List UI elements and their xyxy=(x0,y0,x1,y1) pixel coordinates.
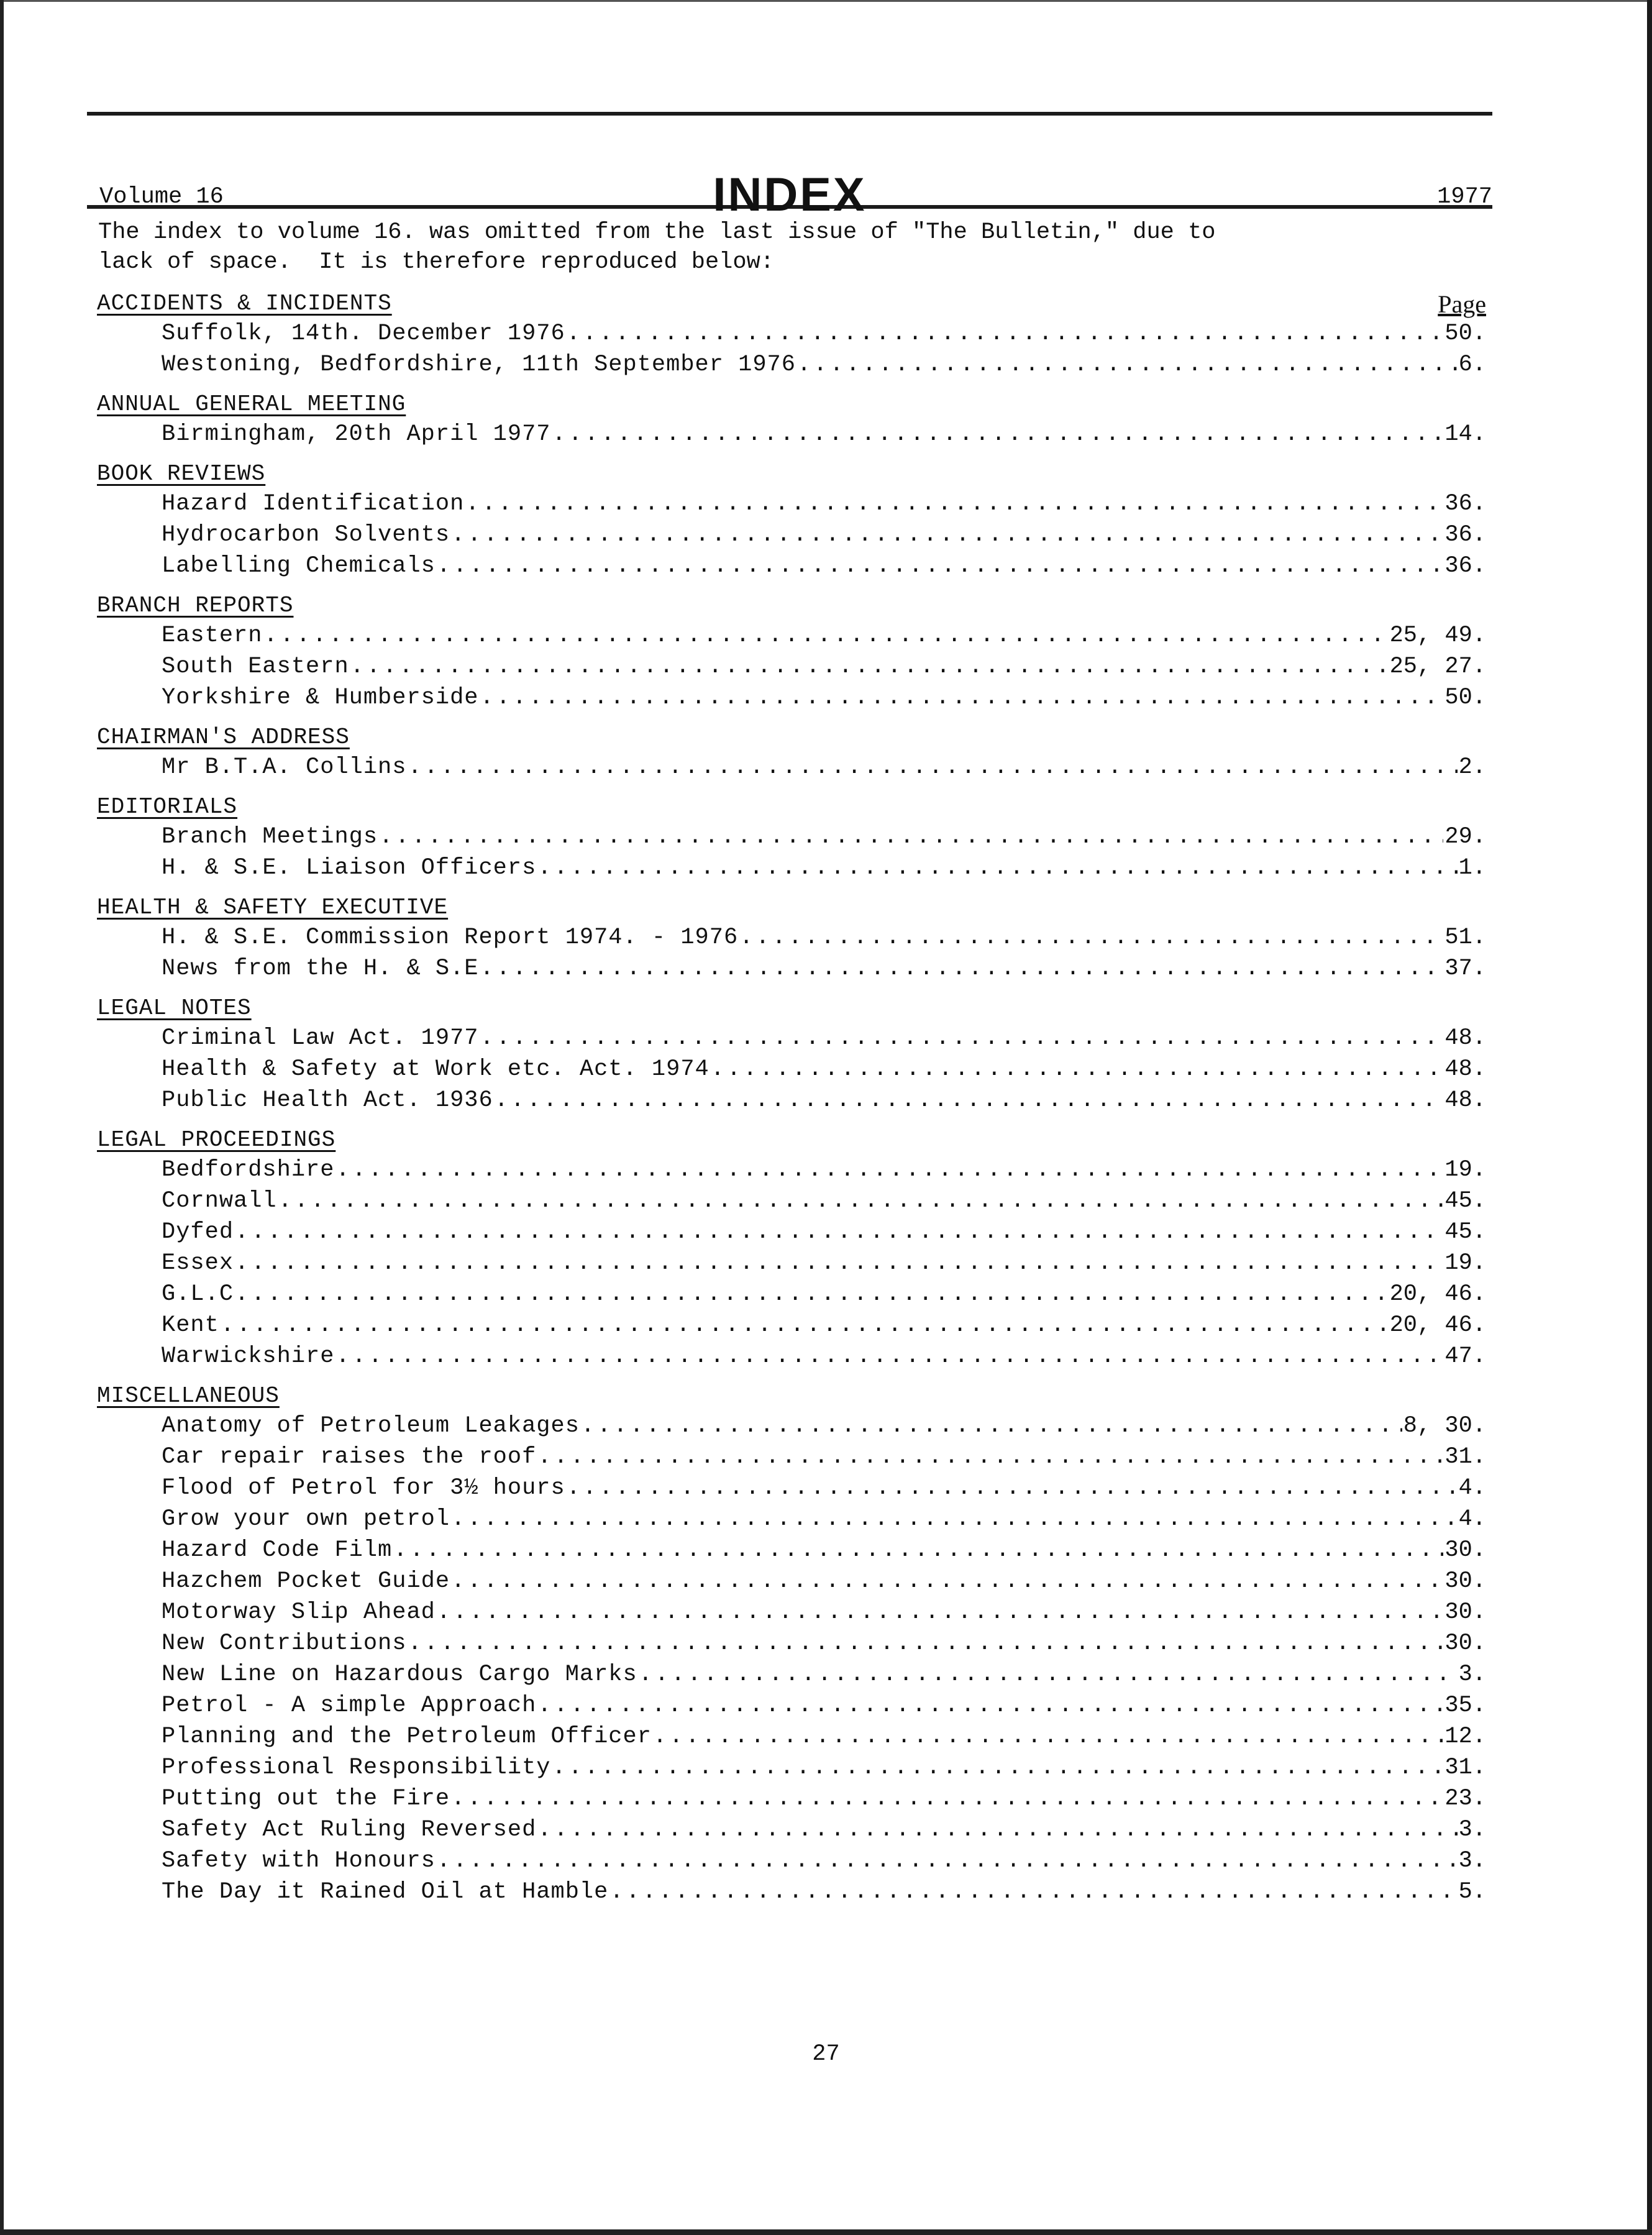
dot-leader xyxy=(451,1504,1458,1535)
index-entry xyxy=(162,1279,1486,1310)
entry-title: Safety with Honours xyxy=(162,1848,436,1874)
dot-leader xyxy=(379,821,1443,852)
section-heading: MISCELLANEOUS xyxy=(97,1383,280,1409)
intro-paragraph: The index to volume 16. was omitted from the last issue of "The Bulletin," due to lack of space. It is therefore reproduced below: xyxy=(98,219,1216,275)
entry-page-number: 25, 49. xyxy=(1389,623,1486,649)
index-entry xyxy=(162,651,1486,682)
entry-title: Warwickshire xyxy=(162,1343,335,1369)
entry-page-number: 29. xyxy=(1444,824,1486,850)
dot-leader xyxy=(278,1186,1444,1217)
page-title: INDEX xyxy=(713,168,867,221)
entry-title: Yorkshire & Humberside xyxy=(162,685,479,711)
dot-leader xyxy=(465,488,1443,519)
entry-page-number: 19. xyxy=(1444,1157,1486,1183)
index-entry xyxy=(162,1154,1486,1186)
section-heading: ANNUAL GENERAL MEETING xyxy=(97,391,406,417)
section-heading: ACCIDENTS & INCIDENTS xyxy=(97,291,392,316)
entry-page-number: 48. xyxy=(1444,1087,1486,1113)
section-heading: LEGAL NOTES xyxy=(97,995,252,1021)
entry-title: Labelling Chemicals xyxy=(162,553,436,579)
dot-leader xyxy=(581,1410,1402,1442)
entry-title: News from the H. & S.E xyxy=(162,956,479,982)
index-entry xyxy=(162,821,1486,852)
index-entry xyxy=(162,1410,1486,1442)
dot-leader xyxy=(495,1085,1444,1116)
entry-title: Hazard Identification xyxy=(162,491,465,517)
entry-page-number: 48. xyxy=(1444,1025,1486,1051)
entry-page-number: 36. xyxy=(1444,491,1486,517)
entry-page-number: 6. xyxy=(1458,352,1486,378)
dot-leader xyxy=(335,1341,1443,1372)
index-entry xyxy=(162,1442,1486,1473)
scan-edge-top xyxy=(0,0,1652,2)
entry-page-number: 47. xyxy=(1444,1343,1486,1369)
dot-leader xyxy=(537,1814,1457,1845)
entry-page-number: 5. xyxy=(1458,1879,1486,1905)
index-entry xyxy=(162,1248,1486,1279)
index-entry xyxy=(162,682,1486,713)
dot-leader xyxy=(552,1752,1444,1783)
dot-leader xyxy=(480,682,1443,713)
entry-page-number: 20, 46. xyxy=(1389,1281,1486,1307)
entry-page-number: 35. xyxy=(1444,1693,1486,1719)
entry-page-number: 31. xyxy=(1444,1444,1486,1470)
index-entry xyxy=(162,1217,1486,1248)
entry-page-number: 14. xyxy=(1444,421,1486,447)
entry-title: Cornwall xyxy=(162,1188,277,1214)
index-entry xyxy=(162,1504,1486,1535)
dot-leader xyxy=(451,1783,1443,1814)
index-entry xyxy=(162,551,1486,582)
entry-page-number: 12. xyxy=(1444,1724,1486,1750)
dot-leader xyxy=(335,1154,1443,1186)
entry-title: South Eastern xyxy=(162,654,349,680)
dot-leader xyxy=(350,651,1389,682)
entry-page-number: 51. xyxy=(1444,925,1486,951)
index-entry xyxy=(162,318,1486,349)
entry-title: New Line on Hazardous Cargo Marks xyxy=(162,1661,637,1688)
dot-leader xyxy=(235,1217,1443,1248)
entry-title: Motorway Slip Ahead xyxy=(162,1599,436,1625)
dot-leader xyxy=(437,1597,1444,1628)
index-section xyxy=(87,994,1492,1116)
index-entry xyxy=(162,1054,1486,1085)
dot-leader xyxy=(235,1279,1389,1310)
entry-page-number: 30. xyxy=(1444,1599,1486,1625)
entry-title: Branch Meetings xyxy=(162,824,378,850)
entry-title: Birmingham, 20th April 1977 xyxy=(162,421,551,447)
entry-page-number: 2. xyxy=(1458,754,1486,780)
entry-title: Car repair raises the roof xyxy=(162,1444,537,1470)
entry-title: Hydrocarbon Solvents xyxy=(162,522,450,548)
entry-title: G.L.C xyxy=(162,1281,234,1307)
entry-title: The Day it Rained Oil at Hamble xyxy=(162,1879,609,1905)
entry-page-number: 30. xyxy=(1444,1630,1486,1657)
section-heading: LEGAL PROCEEDINGS xyxy=(97,1127,336,1153)
entry-page-number: 37. xyxy=(1444,956,1486,982)
dot-leader xyxy=(451,519,1443,551)
dot-leader xyxy=(739,922,1443,953)
section-heading: HEALTH & SAFETY EXECUTIVE xyxy=(97,895,449,920)
index-entry xyxy=(162,752,1486,783)
entry-title: Safety Act Ruling Reversed xyxy=(162,1817,537,1843)
index-entry xyxy=(162,953,1486,984)
dot-leader xyxy=(711,1054,1444,1085)
index-entry xyxy=(162,922,1486,953)
dot-leader xyxy=(221,1310,1389,1341)
entry-page-number: 4. xyxy=(1458,1475,1486,1501)
entry-page-number: 48. xyxy=(1444,1056,1486,1082)
index-entry xyxy=(162,1186,1486,1217)
entry-page-number: 31. xyxy=(1444,1755,1486,1781)
entry-title: Eastern xyxy=(162,623,263,649)
entry-page-number: 19. xyxy=(1444,1250,1486,1276)
entry-page-number: 45. xyxy=(1444,1188,1486,1214)
dot-leader xyxy=(797,349,1458,380)
dot-leader xyxy=(567,318,1444,349)
index-entry xyxy=(162,1310,1486,1341)
entry-title: Planning and the Petroleum Officer xyxy=(162,1724,652,1750)
entry-title: Dyfed xyxy=(162,1219,234,1245)
index-section xyxy=(87,1126,1492,1372)
index-entry xyxy=(162,1597,1486,1628)
index-section xyxy=(87,460,1492,582)
dot-leader xyxy=(552,419,1444,450)
index-entry xyxy=(162,1473,1486,1504)
dot-leader xyxy=(567,1473,1458,1504)
entry-title: Anatomy of Petroleum Leakages xyxy=(162,1413,580,1439)
dot-leader xyxy=(437,551,1444,582)
entry-page-number: 50. xyxy=(1444,321,1486,347)
dot-leader xyxy=(639,1659,1458,1690)
entry-page-number: 30. xyxy=(1444,1568,1486,1594)
dot-leader xyxy=(437,1845,1458,1876)
entry-title: Hazard Code Film xyxy=(162,1537,393,1563)
entry-page-number: 8, 30. xyxy=(1403,1413,1486,1439)
entry-title: Health & Safety at Work etc. Act. 1974 xyxy=(162,1056,710,1082)
scan-edge-bottom xyxy=(0,2229,1652,2235)
entry-title: Hazchem Pocket Guide xyxy=(162,1568,450,1594)
entry-title: Public Health Act. 1936 xyxy=(162,1087,493,1113)
page-number: 27 xyxy=(812,2041,840,2067)
index-entry xyxy=(162,519,1486,551)
index-entry xyxy=(162,1783,1486,1814)
index-section xyxy=(87,390,1492,450)
index-entry xyxy=(162,1721,1486,1752)
index-section xyxy=(87,1382,1492,1908)
dot-leader xyxy=(537,852,1457,884)
entry-title: H. & S.E. Commission Report 1974. - 1976 xyxy=(162,925,739,951)
header-top-rule xyxy=(87,112,1492,116)
entry-page-number: 25, 27. xyxy=(1389,654,1486,680)
dot-leader xyxy=(451,1566,1443,1597)
index-entry xyxy=(162,1566,1486,1597)
section-heading: EDITORIALS xyxy=(97,794,238,820)
entry-title: Grow your own petrol xyxy=(162,1506,450,1532)
scan-edge-right xyxy=(1647,0,1652,2235)
index-sections xyxy=(87,290,1492,1908)
index-entry xyxy=(162,852,1486,884)
entry-page-number: 3. xyxy=(1458,1848,1486,1874)
index-entry xyxy=(162,1085,1486,1116)
entry-page-number: 23. xyxy=(1444,1786,1486,1812)
index-entry xyxy=(162,1341,1486,1372)
dot-leader xyxy=(235,1248,1443,1279)
entry-title: New Contributions xyxy=(162,1630,407,1657)
entry-title: Criminal Law Act. 1977 xyxy=(162,1025,479,1051)
dot-leader xyxy=(609,1876,1457,1908)
index-section xyxy=(87,793,1492,884)
entry-title: Petrol - A simple Approach xyxy=(162,1693,537,1719)
index-section xyxy=(87,723,1492,783)
entry-page-number: 30. xyxy=(1444,1537,1486,1563)
entry-page-number: 20, 46. xyxy=(1389,1312,1486,1338)
section-heading: CHAIRMAN'S ADDRESS xyxy=(97,724,350,750)
dot-leader xyxy=(408,752,1457,783)
entry-page-number: 50. xyxy=(1444,685,1486,711)
section-heading: BRANCH REPORTS xyxy=(97,593,294,618)
index-entry xyxy=(162,620,1486,651)
entry-title: Bedfordshire xyxy=(162,1157,335,1183)
index-entry xyxy=(162,419,1486,450)
entry-page-number: 36. xyxy=(1444,553,1486,579)
entry-title: Suffolk, 14th. December 1976 xyxy=(162,321,565,347)
index-section xyxy=(87,592,1492,713)
dot-leader xyxy=(537,1690,1443,1721)
scan-edge-left xyxy=(0,0,4,2235)
page-column-heading: Page xyxy=(1438,290,1486,318)
entry-page-number: 45. xyxy=(1444,1219,1486,1245)
index-entry xyxy=(162,1628,1486,1659)
entry-title: Mr B.T.A. Collins xyxy=(162,754,407,780)
index-entry xyxy=(162,1876,1486,1908)
entry-page-number: 3. xyxy=(1458,1817,1486,1843)
index-entry xyxy=(162,1845,1486,1876)
entry-page-number: 1. xyxy=(1458,855,1486,881)
entry-page-number: 4. xyxy=(1458,1506,1486,1532)
dot-leader xyxy=(480,1023,1443,1054)
dot-leader xyxy=(263,620,1388,651)
year-label: 1977 xyxy=(1437,184,1492,210)
dot-leader xyxy=(653,1721,1443,1752)
entry-title: H. & S.E. Liaison Officers xyxy=(162,855,537,881)
entry-page-number: 36. xyxy=(1444,522,1486,548)
index-entry xyxy=(162,349,1486,380)
index-entry xyxy=(162,1814,1486,1845)
index-entry xyxy=(162,1023,1486,1054)
index-page xyxy=(87,112,1492,1908)
index-entry xyxy=(162,1659,1486,1690)
entry-title: Westoning, Bedfordshire, 11th September 1976 xyxy=(162,352,796,378)
dot-leader xyxy=(408,1628,1443,1659)
entry-title: Professional Responsibility xyxy=(162,1755,551,1781)
index-entry xyxy=(162,488,1486,519)
index-entry xyxy=(162,1690,1486,1721)
index-section xyxy=(87,290,1492,380)
dot-leader xyxy=(393,1535,1443,1566)
entry-title: Essex xyxy=(162,1250,234,1276)
index-section xyxy=(87,894,1492,984)
section-heading: BOOK REVIEWS xyxy=(97,461,266,487)
index-entry xyxy=(162,1535,1486,1566)
index-entry xyxy=(162,1752,1486,1783)
entry-title: Flood of Petrol for 3½ hours xyxy=(162,1475,565,1501)
dot-leader xyxy=(537,1442,1443,1473)
entry-title: Kent xyxy=(162,1312,219,1338)
volume-label: Volume 16 xyxy=(99,184,224,210)
entry-page-number: 3. xyxy=(1458,1661,1486,1688)
dot-leader xyxy=(480,953,1443,984)
page-header xyxy=(87,139,1492,221)
entry-title: Putting out the Fire xyxy=(162,1786,450,1812)
